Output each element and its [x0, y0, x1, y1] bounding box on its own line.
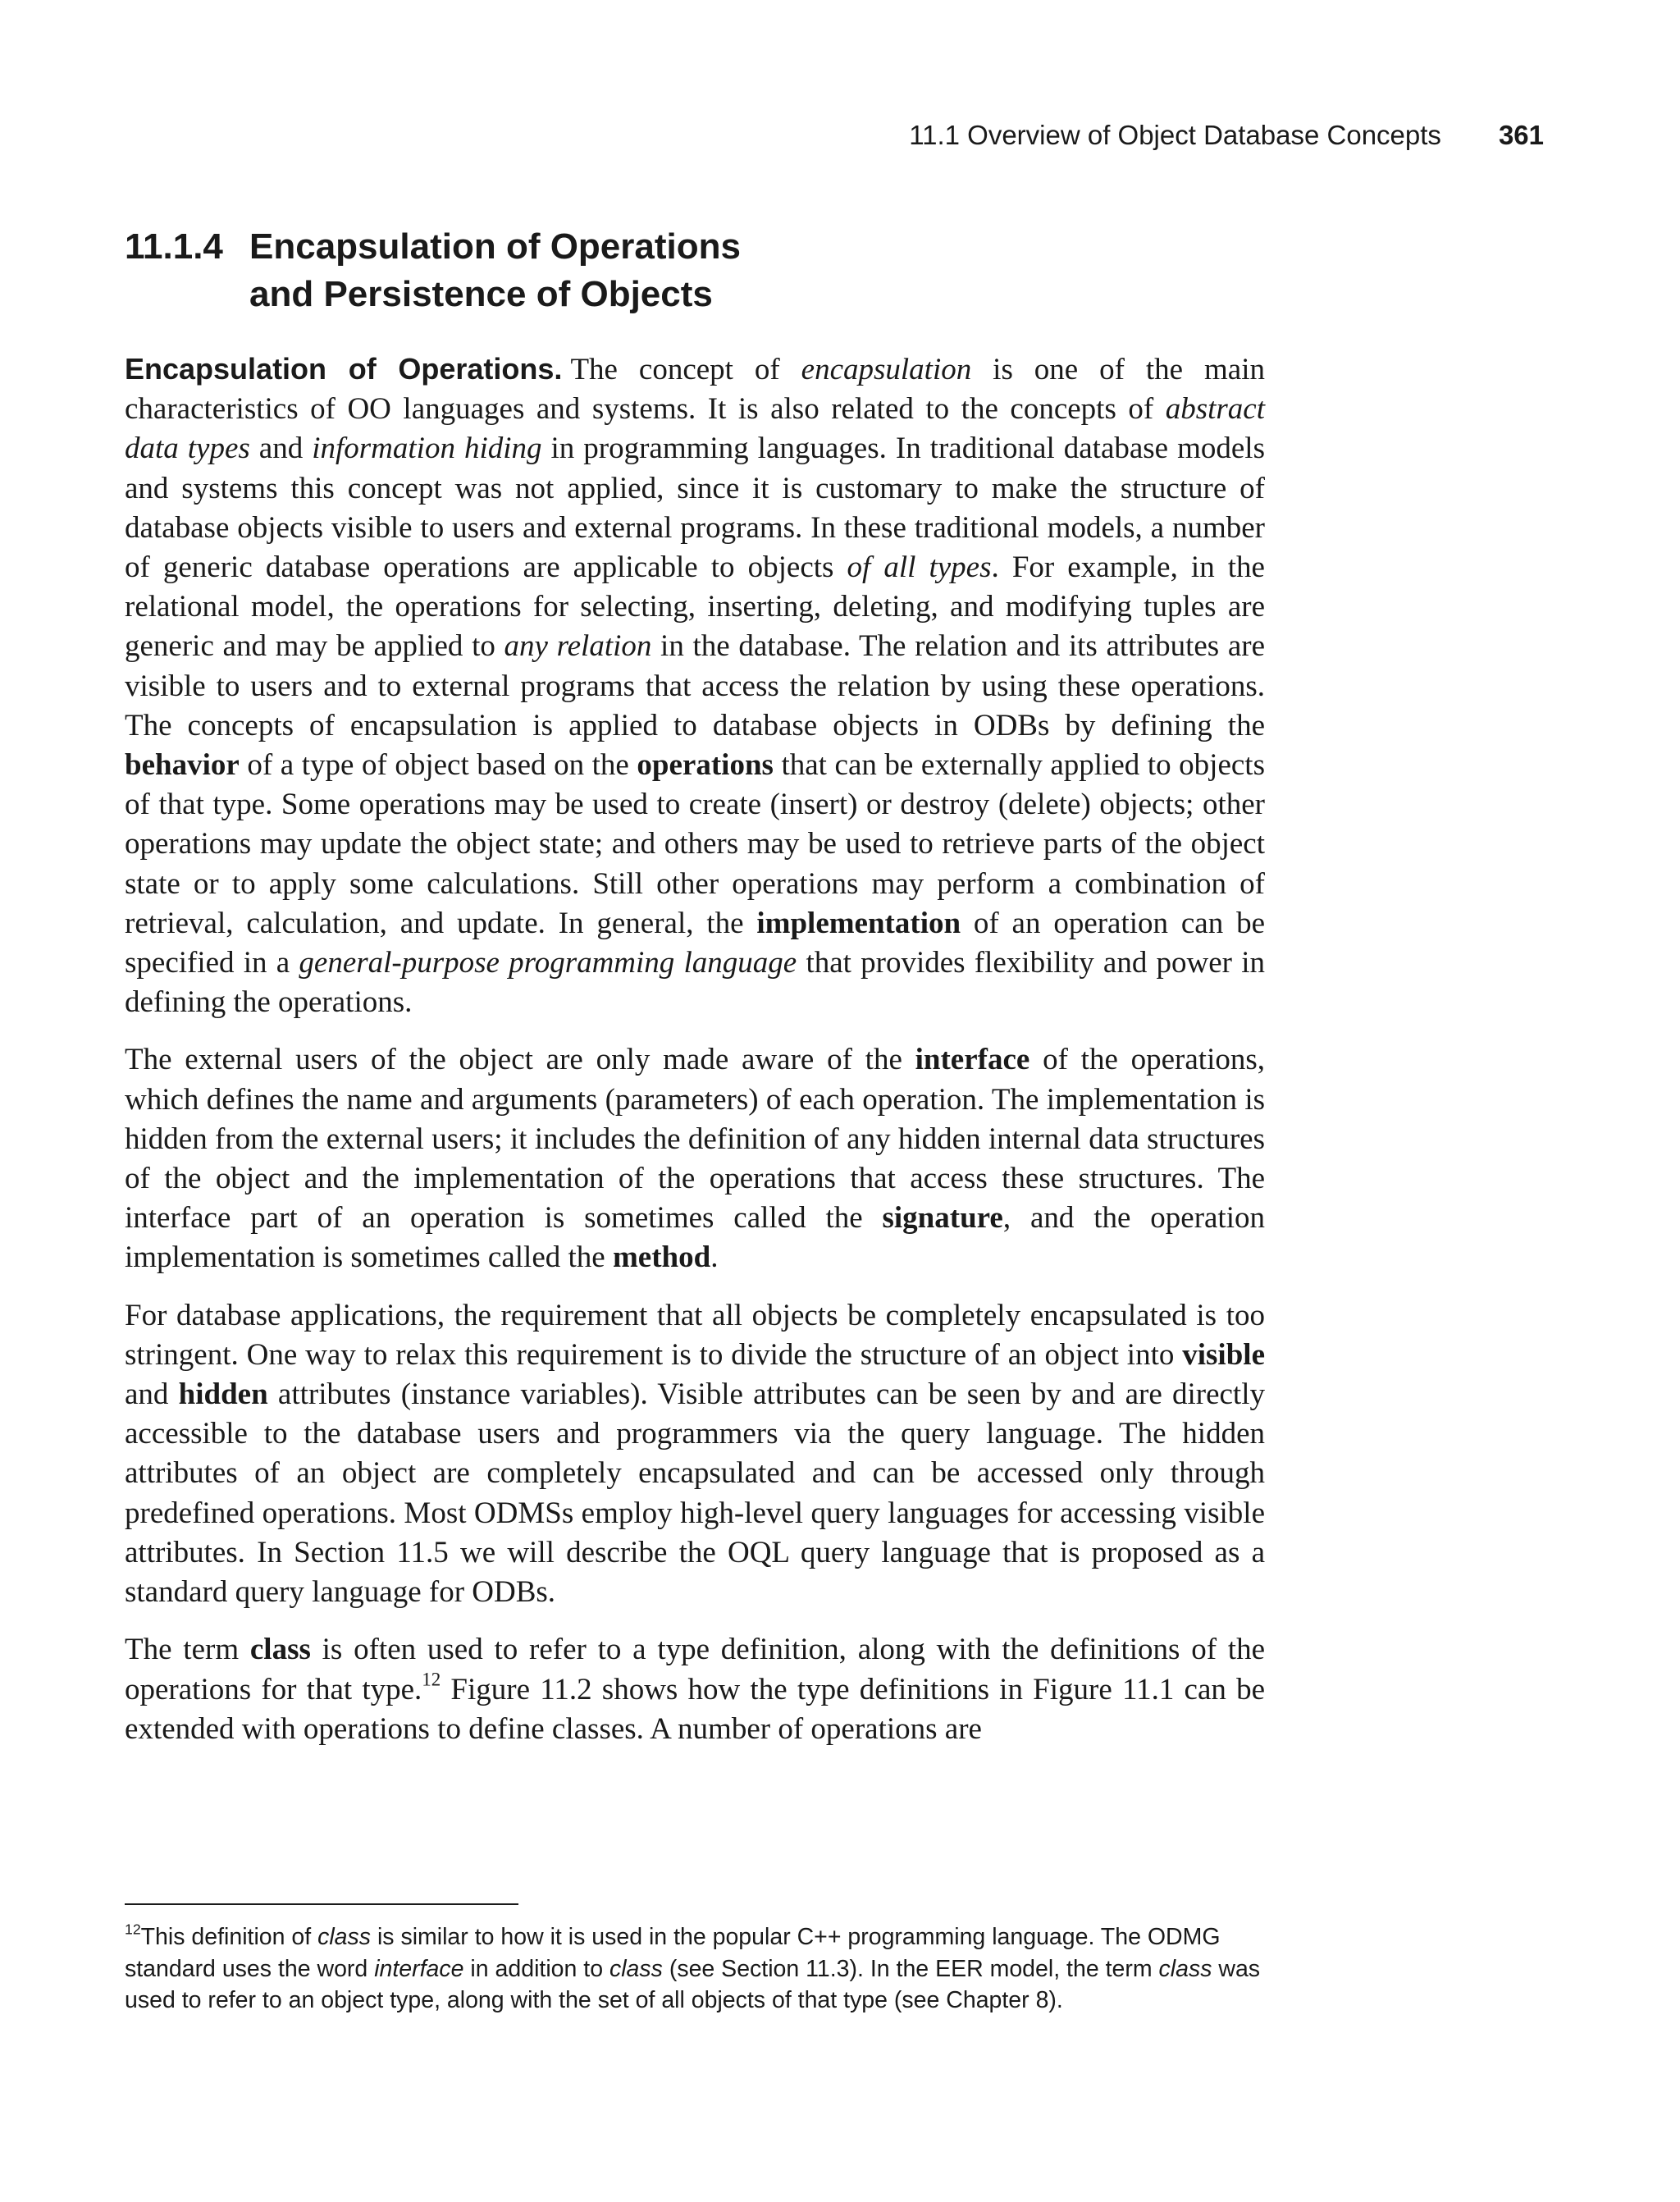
- text: is one of the main characteristics of OO languages and systems. It is also related to the concepts of: [125, 353, 1266, 427]
- body-text: [125, 349, 1265, 1767]
- paragraph-1: [125, 349, 1265, 1022]
- text: of the operations, which defines the name and arguments (parameters) of each operation. The implementation is hidden from the external users; it includes the definition of any hidden internal data structures of the object and the implementation of the operations that access these structures. The interface part of an operation is sometimes called the: [125, 1043, 1265, 1236]
- text: For database applications, the requirement that all objects be completely encapsulated is too stringent. One way to relax this requirement is to divide the structure of an object into: [125, 1298, 1265, 1372]
- text: in programming languages. In traditional database models and systems this concept was not applied, since it is customary to make the structure of database objects visible to users and external programs. In these traditional models, a number of generic database operations are applicable to objects: [125, 432, 1265, 585]
- text: was used to refer to an object type, along with the set of all objects of that type (see Chapter 8).: [125, 1955, 1261, 2013]
- bold-term: implementation: [756, 906, 961, 940]
- text: The term: [125, 1633, 250, 1667]
- italic-term: encapsulation: [801, 353, 972, 386]
- italic-term: class: [1158, 1955, 1212, 1982]
- italic-term: class: [317, 1924, 372, 1950]
- italic-term: abstract data types: [125, 392, 1265, 466]
- bold-term: behavior: [125, 748, 240, 783]
- text: This definition of: [140, 1924, 318, 1950]
- section-title-line1: Encapsulation of Operations: [249, 226, 741, 267]
- text: and: [125, 1377, 179, 1412]
- text: of a type of object based on the: [239, 748, 637, 783]
- text: is similar to how it is used in the popular C++ programming language. The ODMG standard uses the word: [125, 1924, 1221, 1982]
- text: The external users of the object are only made aware of the: [125, 1043, 915, 1077]
- text: that provides flexibility and power in defining the operations.: [125, 946, 1265, 1020]
- footnote-marker: 12: [125, 1921, 141, 1938]
- text: attributes (instance variables). Visible attributes can be seen by and are directly accessible to the database users and programmers via the query language. The hidden attributes of an object are completely encapsulated and can be accessed only through predefined operations. Most ODMSs employ high-level query languages for accessing visible attributes. In Section 11.5 we will describe the OQL query language that is proposed as a standard query language for ODBs.: [125, 1377, 1265, 1610]
- page-number: 361: [1498, 120, 1544, 150]
- paragraph-3: [125, 1296, 1265, 1613]
- text: in addition to: [463, 1955, 609, 1982]
- text: in the database. The relation and its attributes are visible to users and to external programs that access the relation by using these operations. The concepts of encapsulation is applied to database objects in ODBs by defining the: [125, 629, 1265, 742]
- bold-term: visible: [1182, 1337, 1265, 1372]
- italic-term: of all types: [847, 550, 992, 585]
- section-number: 11.1.4: [125, 226, 223, 267]
- footnote-divider: [125, 1903, 518, 1905]
- run-in-heading: Encapsulation of Operations.: [125, 352, 563, 386]
- section-title-line2: and Persistence of Objects: [249, 274, 713, 314]
- text: Figure 11.2 shows how the type definitions in Figure 11.1 can be extended with operations to define classes. A number of operations are: [125, 1672, 1265, 1746]
- section-heading: [125, 223, 863, 318]
- bold-term: method: [612, 1240, 711, 1275]
- text: that can be externally applied to objects of that type. Some operations may be used to create (insert) or destroy (delete) objects; other operations may update the object state; and others may be used to retrieve parts of the object state or to apply some calculations. Still other operations may perform a combination of retrieval, calculation, and update. In general, the: [125, 748, 1265, 940]
- text: and: [249, 432, 313, 466]
- italic-term: class: [609, 1955, 663, 1982]
- paragraph-4: [125, 1630, 1265, 1749]
- running-head-title: 11.1 Overview of Object Database Concepts: [909, 120, 1441, 150]
- bold-term: class: [249, 1633, 311, 1667]
- text: , and the operation implementation is sometimes called the: [125, 1201, 1265, 1275]
- footnote-reference[interactable]: 12: [422, 1668, 441, 1689]
- bold-term: hidden: [178, 1377, 268, 1412]
- bold-term: signature: [882, 1201, 1003, 1236]
- italic-term: any relation: [504, 629, 652, 664]
- bold-term: interface: [915, 1043, 1030, 1077]
- text: . For example, in the relational model, the operations for selecting, inserting, deleting, and modifying tuples are generic and may be applied to: [125, 550, 1265, 664]
- text: (see Section 11.3). In the EER model, the term: [662, 1955, 1159, 1982]
- bold-term: operations: [637, 748, 774, 783]
- running-head: [853, 120, 1544, 151]
- text: is often used to refer to a type definition, along with the definitions of the operations for that type.: [125, 1633, 1265, 1706]
- italic-term: interface: [374, 1955, 464, 1982]
- text: of an operation can be specified in a: [125, 906, 1265, 980]
- italic-term: general-purpose programming language: [299, 946, 797, 980]
- italic-term: information hiding: [312, 432, 542, 466]
- text: .: [710, 1240, 719, 1275]
- text: The concept of: [570, 353, 801, 386]
- footnote: [125, 1921, 1265, 2017]
- paragraph-2: [125, 1040, 1265, 1277]
